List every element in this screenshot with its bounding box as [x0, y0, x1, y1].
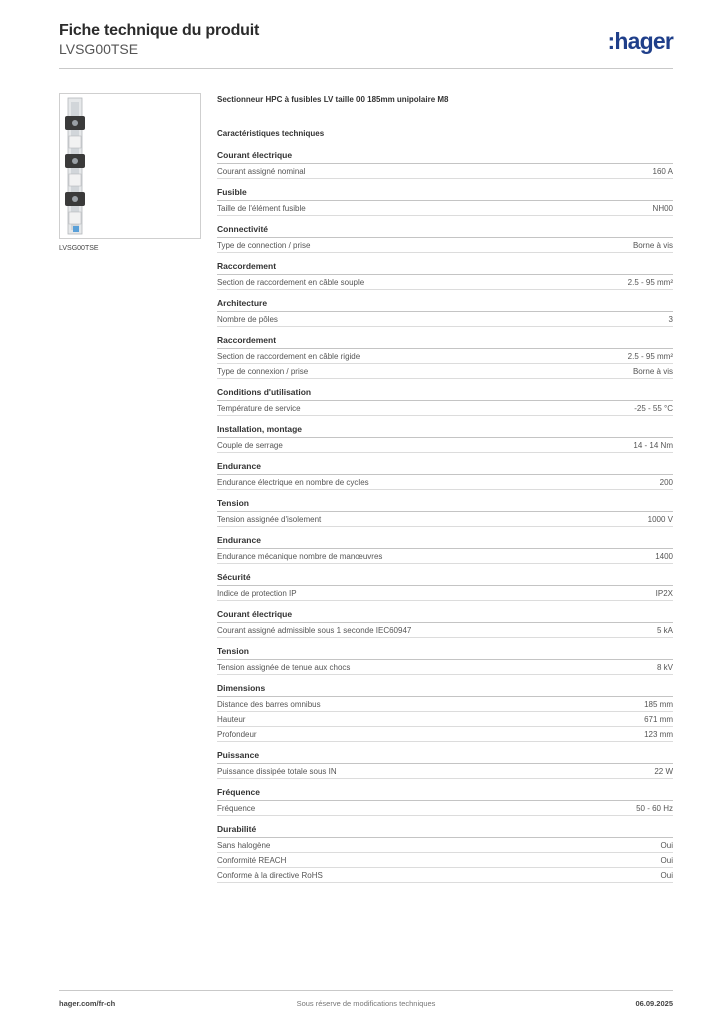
fuse-switch-illustration: [60, 94, 200, 238]
spec-label: Distance des barres omnibus: [217, 700, 321, 709]
spec-group: [217, 423, 673, 453]
spec-group-title: Conditions d'utilisation: [217, 386, 673, 401]
spec-group-title: Courant électrique: [217, 149, 673, 164]
spec-value: 200: [659, 478, 673, 487]
spec-row: [217, 623, 673, 638]
spec-group: [217, 823, 673, 883]
product-description: Sectionneur HPC à fusibles LV taille 00 185mm unipolaire M8: [217, 95, 449, 104]
spec-label: Fréquence: [217, 804, 256, 813]
spec-value: Borne à vis: [632, 241, 673, 250]
spec-group: [217, 534, 673, 564]
spec-label: Hauteur: [217, 715, 246, 724]
spec-group: [217, 297, 673, 327]
spec-label: Conforme à la directive RoHS: [217, 871, 323, 880]
spec-value: 1400: [655, 552, 673, 561]
spec-value: Oui: [660, 871, 673, 880]
spec-group: [217, 786, 673, 816]
spec-value: Oui: [660, 856, 673, 865]
spec-row: [217, 868, 673, 883]
product-image: [59, 93, 201, 239]
tech-characteristics-heading: Caractéristiques techniques: [217, 129, 325, 138]
spec-group-title: Architecture: [217, 297, 673, 312]
product-reference: LVSG00TSE: [59, 41, 139, 57]
spec-value: Borne à vis: [632, 367, 673, 376]
page-footer: [59, 990, 673, 1008]
spec-row: [217, 549, 673, 564]
spec-row: [217, 238, 673, 253]
spec-group-title: Raccordement: [217, 260, 673, 275]
spec-group-title: Tension: [217, 497, 673, 512]
spec-value: 2.5 - 95 mm²: [627, 352, 673, 361]
spec-label: Type de connexion / prise: [217, 367, 309, 376]
spec-group: [217, 186, 673, 216]
spec-group: [217, 334, 673, 379]
spec-group: [217, 571, 673, 601]
spec-label: Conformité REACH: [217, 856, 287, 865]
logo-text: :hager: [607, 28, 673, 54]
spec-group: [217, 386, 673, 416]
spec-row: [217, 401, 673, 416]
spec-group-title: Durabilité: [217, 823, 673, 838]
document-title: Fiche technique du produit: [59, 22, 260, 39]
spec-group: [217, 608, 673, 638]
spec-content: [217, 95, 673, 890]
spec-value: Oui: [660, 841, 673, 850]
spec-value: 50 - 60 Hz: [636, 804, 673, 813]
spec-label: Courant assigné nominal: [217, 167, 306, 176]
spec-label: Endurance électrique en nombre de cycles: [217, 478, 369, 487]
spec-label: Nombre de pôles: [217, 315, 278, 324]
spec-group-title: Tension: [217, 645, 673, 660]
spec-row: [217, 586, 673, 601]
spec-row: [217, 349, 673, 364]
spec-group-title: Fréquence: [217, 786, 673, 801]
spec-label: Puissance dissipée totale sous IN: [217, 767, 337, 776]
spec-row: [217, 801, 673, 816]
spec-value: 185 mm: [644, 700, 673, 709]
spec-label: Tension assignée d'isolement: [217, 515, 322, 524]
spec-groups: [217, 149, 673, 883]
spec-group: [217, 149, 673, 179]
spec-value: 8 kV: [656, 663, 673, 672]
spec-row: [217, 727, 673, 742]
spec-value: 671 mm: [644, 715, 673, 724]
spec-value: NH00: [652, 204, 673, 213]
spec-row: [217, 364, 673, 379]
spec-value: 1000 V: [647, 515, 673, 524]
footer-date: 06.09.2025: [635, 999, 673, 1008]
spec-group: [217, 260, 673, 290]
spec-label: Section de raccordement en câble rigide: [217, 352, 361, 361]
spec-label: Section de raccordement en câble souple: [217, 278, 365, 287]
spec-label: Type de connection / prise: [217, 241, 311, 250]
spec-group-title: Connectivité: [217, 223, 673, 238]
image-caption: LVSG00TSE: [59, 245, 99, 252]
spec-group-title: Installation, montage: [217, 423, 673, 438]
spec-group-title: Sécurité: [217, 571, 673, 586]
spec-group: [217, 460, 673, 490]
spec-value: 5 kA: [656, 626, 673, 635]
spec-row: [217, 475, 673, 490]
spec-value: 2.5 - 95 mm²: [627, 278, 673, 287]
spec-row: [217, 660, 673, 675]
spec-group-title: Endurance: [217, 534, 673, 549]
spec-group-title: Puissance: [217, 749, 673, 764]
hager-logo: [608, 28, 674, 55]
spec-row: [217, 164, 673, 179]
spec-value: -25 - 55 °C: [634, 404, 673, 413]
spec-group-title: Courant électrique: [217, 608, 673, 623]
spec-group-title: Dimensions: [217, 682, 673, 697]
spec-label: Température de service: [217, 404, 301, 413]
spec-row: [217, 312, 673, 327]
spec-label: Profondeur: [217, 730, 257, 739]
spec-value: 123 mm: [644, 730, 673, 739]
spec-group-title: Raccordement: [217, 334, 673, 349]
spec-row: [217, 838, 673, 853]
spec-row: [217, 764, 673, 779]
spec-row: [217, 438, 673, 453]
spec-label: Tension assignée de tenue aux chocs: [217, 663, 351, 672]
spec-row: [217, 275, 673, 290]
spec-row: [217, 201, 673, 216]
spec-row: [217, 697, 673, 712]
spec-label: Endurance mécanique nombre de manœuvres: [217, 552, 383, 561]
spec-group: [217, 682, 673, 742]
spec-group-title: Fusible: [217, 186, 673, 201]
spec-label: Indice de protection IP: [217, 589, 297, 598]
spec-group: [217, 223, 673, 253]
spec-label: Sans halogène: [217, 841, 271, 850]
spec-group: [217, 645, 673, 675]
spec-value: 14 - 14 Nm: [633, 441, 673, 450]
spec-group: [217, 497, 673, 527]
spec-group-title: Endurance: [217, 460, 673, 475]
spec-value: 3: [668, 315, 673, 324]
spec-row: [217, 512, 673, 527]
footer-notice: Sous réserve de modifications techniques: [296, 999, 436, 1008]
spec-label: Couple de serrage: [217, 441, 283, 450]
spec-label: Courant assigné admissible sous 1 seconde IEC60947: [217, 626, 412, 635]
spec-row: [217, 853, 673, 868]
spec-value: 22 W: [654, 767, 673, 776]
spec-label: Taille de l'élément fusible: [217, 204, 306, 213]
footer-website: hager.com/fr-ch: [59, 999, 116, 1008]
spec-value: IP2X: [655, 589, 673, 598]
spec-group: [217, 749, 673, 779]
spec-value: 160 A: [652, 167, 673, 176]
page-header: [59, 22, 673, 69]
spec-row: [217, 712, 673, 727]
